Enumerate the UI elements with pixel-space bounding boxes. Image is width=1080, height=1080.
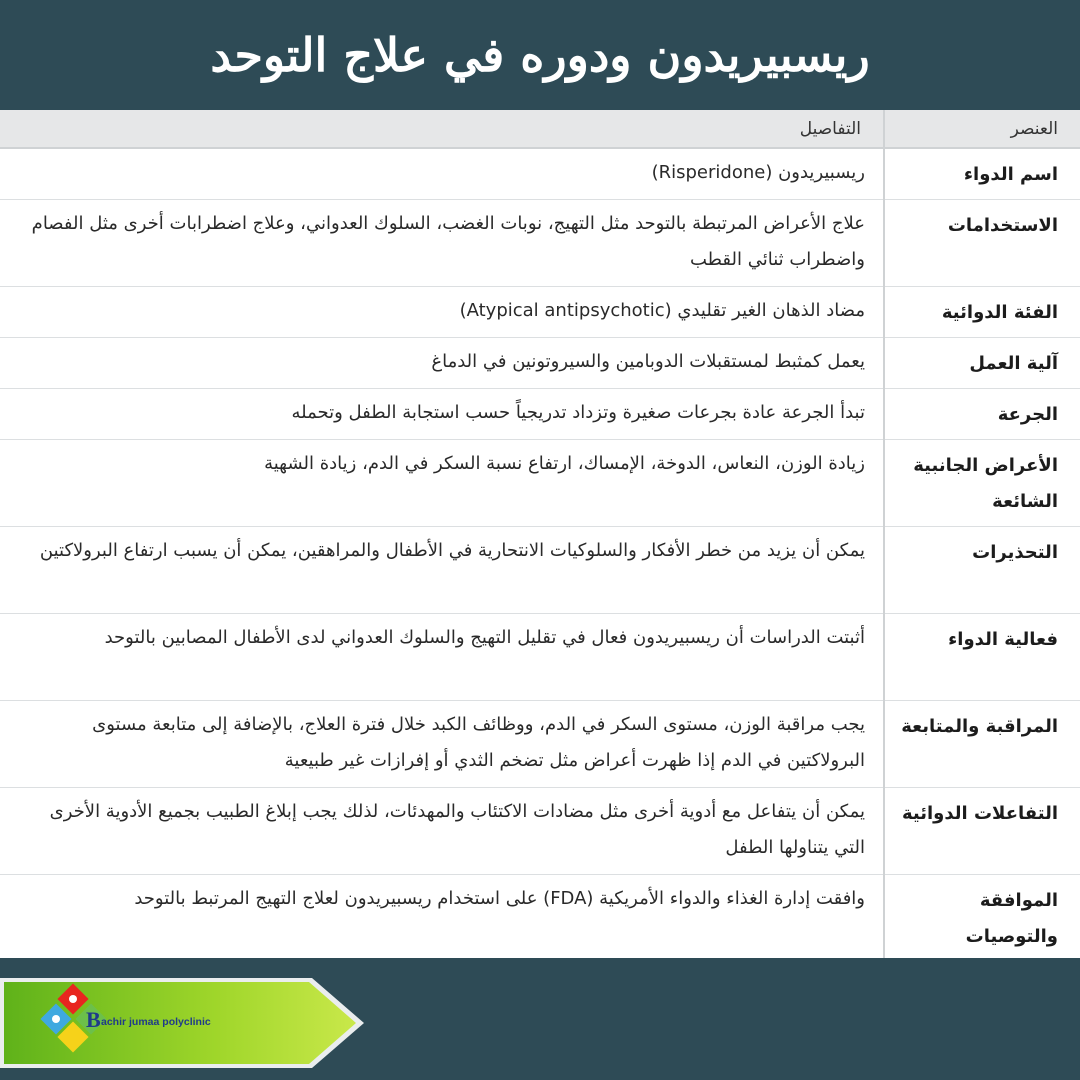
- table-row: [0, 389, 1080, 440]
- table-row: [0, 338, 1080, 389]
- table-row: [0, 875, 1080, 959]
- header-details: التفاصيل: [0, 110, 884, 148]
- row-element: آلية العمل: [884, 338, 1080, 389]
- row-details: يمكن أن يتفاعل مع أدوية أخرى مثل مضادات الاكتئاب والمهدئات، لذلك يجب إبلاغ الطبيب بجميع الأدوية الأخرى التي يتناولها الطفل: [0, 788, 884, 875]
- row-element: التحذيرات: [884, 527, 1080, 614]
- row-details: علاج الأعراض المرتبطة بالتوحد مثل التهيج، نوبات الغضب، السلوك العدواني، وعلاج اضطرابات أخرى مثل الفصام واضطراب ثنائي القطب: [0, 200, 884, 287]
- row-details: وافقت إدارة الغذاء والدواء الأمريكية (FDA) على استخدام ريسبيريدون لعلاج التهيج المرتبط بالتوحد: [0, 875, 884, 959]
- row-details: تبدأ الجرعة عادة بجرعات صغيرة وتزداد تدريجياً حسب استجابة الطفل وتحمله: [0, 389, 884, 440]
- clinic-banner: [0, 978, 370, 1068]
- row-details: يمكن أن يزيد من خطر الأفكار والسلوكيات الانتحارية في الأطفال والمراهقين، يمكن أن يسبب ارتفاع البرولاكتين: [0, 527, 884, 614]
- info-table: [0, 110, 1080, 958]
- row-element: التفاعلات الدوائية: [884, 788, 1080, 875]
- brand-initial: B: [86, 1007, 101, 1032]
- row-element: الفئة الدوائية: [884, 287, 1080, 338]
- row-element: الأعراض الجانبية الشائعة: [884, 440, 1080, 527]
- table-row: [0, 200, 1080, 287]
- page-title: ريسبيريدون ودوره في علاج التوحد: [210, 28, 870, 82]
- row-details: أثبتت الدراسات أن ريسبيريدون فعال في تقليل التهيج والسلوك العدواني لدى الأطفال المصابين بالتوحد: [0, 614, 884, 701]
- table-row: [0, 614, 1080, 701]
- info-table-container: [0, 110, 1080, 958]
- row-element: الاستخدامات: [884, 200, 1080, 287]
- title-bar: [0, 0, 1080, 110]
- row-element: فعالية الدواء: [884, 614, 1080, 701]
- table-row: [0, 788, 1080, 875]
- table-row: [0, 701, 1080, 788]
- row-element: اسم الدواء: [884, 148, 1080, 200]
- row-details: مضاد الذهان الغير تقليدي (Atypical antipsychotic): [0, 287, 884, 338]
- row-details: ريسبيريدون (Risperidone): [0, 148, 884, 200]
- row-element: المراقبة والمتابعة: [884, 701, 1080, 788]
- brand-name: achir jumaa polyclinic: [101, 1016, 211, 1028]
- table-row: [0, 440, 1080, 527]
- row-details: يجب مراقبة الوزن، مستوى السكر في الدم، ووظائف الكبد خلال فترة العلاج، بالإضافة إلى متابعة مستوى البرولاكتين في الدم إذا ظهرت أعراض مثل تضخم الثدي أو إفرازات غير طبيعية: [0, 701, 884, 788]
- row-element: الجرعة: [884, 389, 1080, 440]
- row-details: زيادة الوزن، النعاس، الدوخة، الإمساك، ارتفاع نسبة السكر في الدم، زيادة الشهية: [0, 440, 884, 527]
- row-element: الموافقة والتوصيات: [884, 875, 1080, 959]
- row-details: يعمل كمثبط لمستقبلات الدوبامين والسيروتونين في الدماغ: [0, 338, 884, 389]
- table-header-row: [0, 110, 1080, 148]
- table-row: [0, 148, 1080, 200]
- table-row: [0, 287, 1080, 338]
- footer-bar: [0, 958, 1080, 1080]
- table-row: [0, 527, 1080, 614]
- header-element: العنصر: [884, 110, 1080, 148]
